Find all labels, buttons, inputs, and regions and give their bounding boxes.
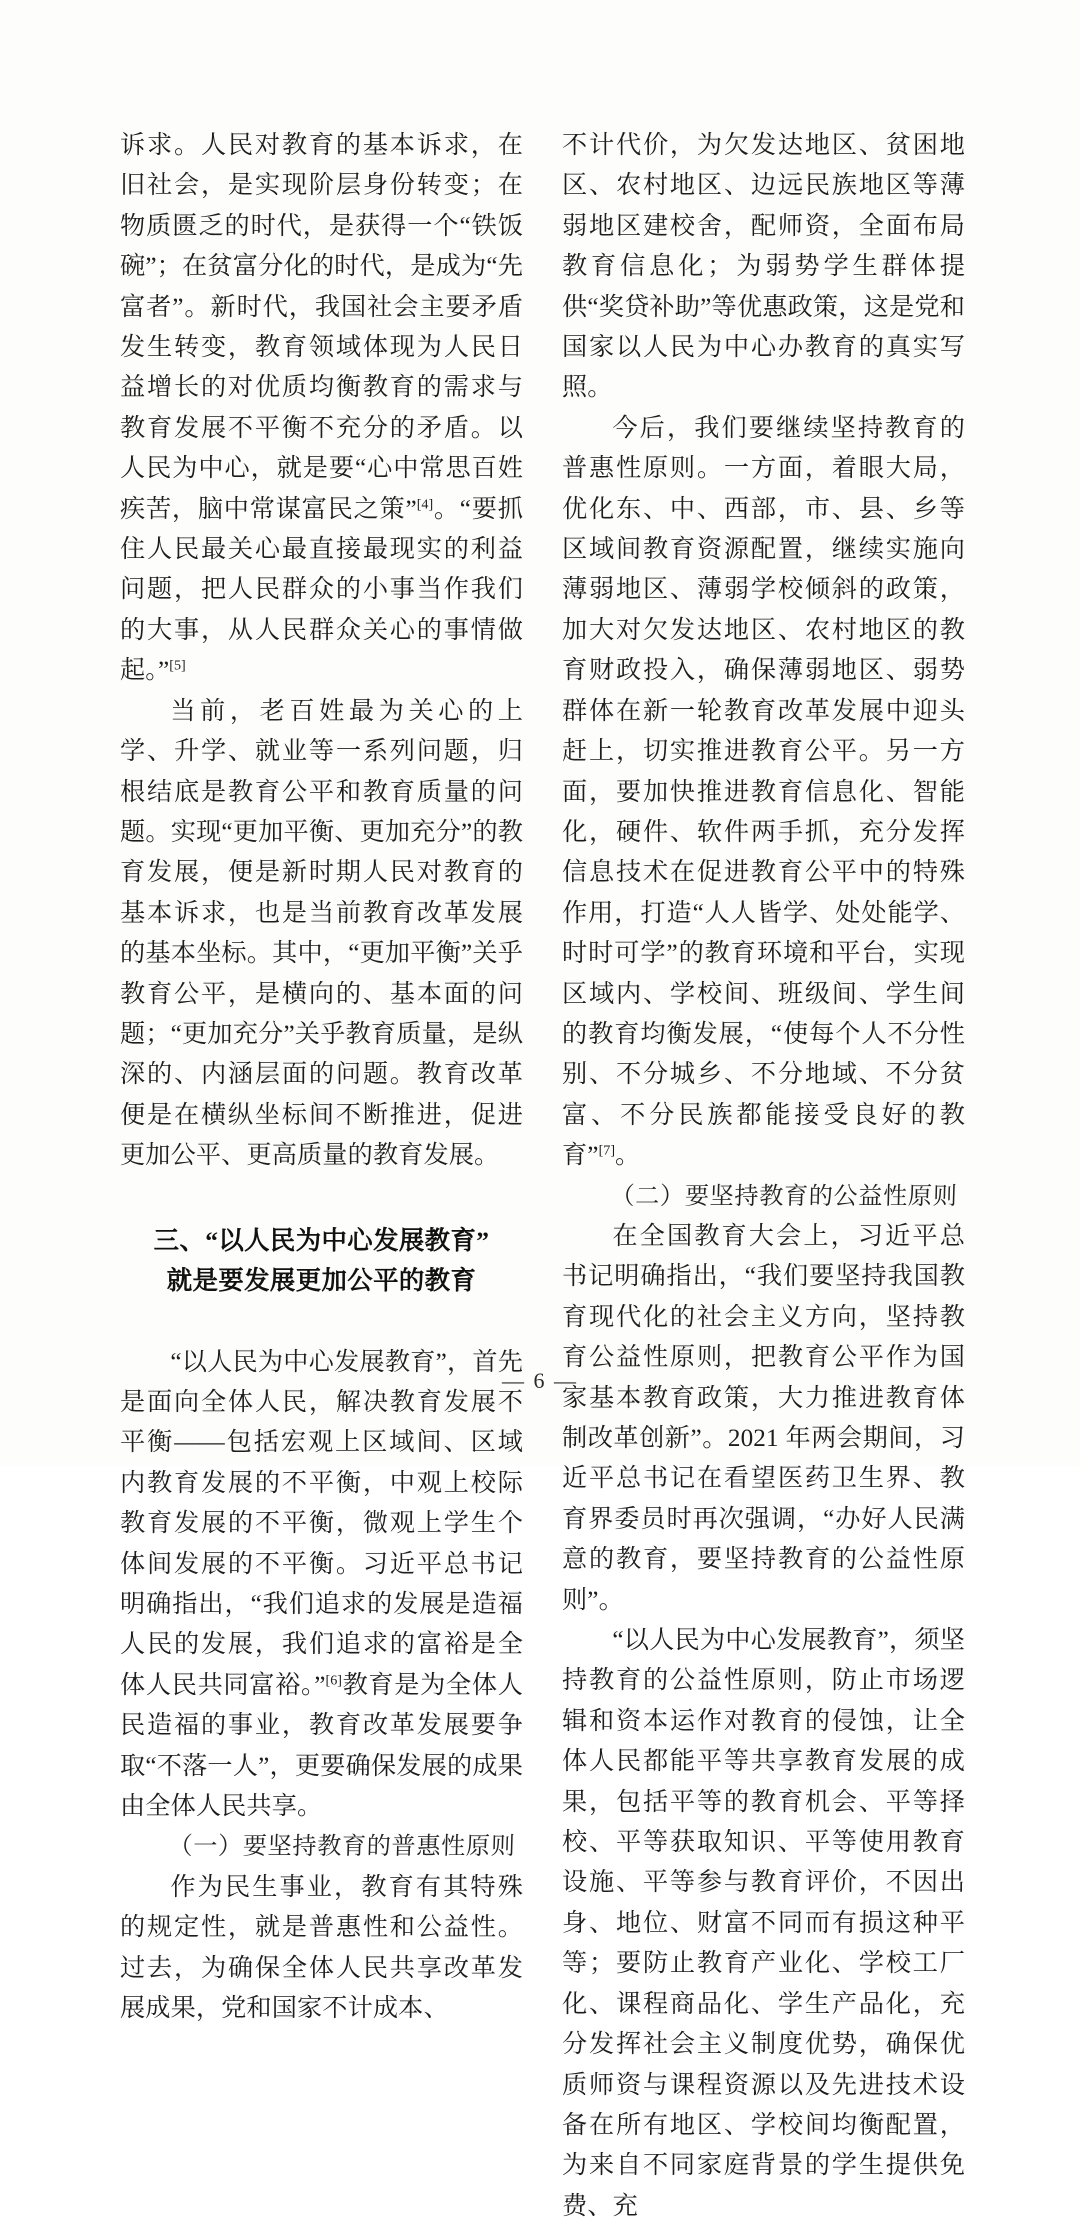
paragraph-text-tail: 。“要抓住人民最关心最直接最现实的利益问题，把人民群众的小事当作我们的大事，从人民群众关心的事情做起。”: [120, 495, 523, 685]
paragraph-current-issues: 当前，老百姓最为关心的上学、升学、就业等一系列问题，归根结底是教育公平和教育质量的问题。实现“更加平衡、更加充分”的教育发展，便是新时期人民对教育的基本诉求，也是当前教育改革发展的基本坐标。其中，“更加平衡”关乎教育公平，是横向的、基本面的问题；“更加充分”关乎教育质量，是纵深的、内涵层面的问题。教育改革便是在横纵坐标间不断推进，促进更加公平、更高质量的教育发展。: [120, 697, 523, 1170]
footnote-marker-6: [6]: [325, 1672, 342, 1689]
paragraph-people-centered: [120, 1343, 523, 1828]
right-text-column: [562, 126, 965, 2220]
two-column-text-body: [120, 126, 965, 2220]
paragraph-continued: [120, 126, 523, 692]
subsection-heading-two: （二）要坚持教育的公益性原则: [610, 1182, 958, 1210]
paragraph-education-conference: 在全国教育大会上，习近平总书记明确指出，“我们要坚持我国教育现代化的社会主义方向，坚持教育公益性原则，把教育公平作为国家基本教育政策，大力推进教育体制改革创新”。2021 年两会期间，习近平总书记在看望医药卫生界、教育界委员时再次强调，“办好人民满意的教育，要坚持教育的公益性原则”。: [562, 1222, 965, 1614]
section-heading: [120, 1221, 523, 1301]
paragraph-text: 诉求。人民对教育的基本诉求，在旧社会，是实现阶层身份转变；在物质匮乏的时代，是获得一个“铁饭碗”；在贫富分化的时代，是成为“先富者”。新时代，我国社会主要矛盾发生转变，教育领域体现为人民日益增长的对优质均衡教育的需求与教育发展不平衡不充分的矛盾。以人民为中心，就是要“心中常思百姓疾苦，脑中常谋富民之策”: [120, 132, 523, 523]
paragraph-text-tail: 教育是为全体人民造福的事业，教育改革发展要争取“不落一人”，更要确保发展的成果由全体人民共享。: [120, 1671, 524, 1821]
section-heading-line-1: 三、“以人民为中心发展教育”: [153, 1226, 490, 1255]
footnote-marker-5: [5]: [169, 657, 186, 674]
left-text-column: [120, 126, 524, 2023]
paragraph-text: “以人民为中心发展教育”，首先是面向全体人民，解决教育发展不平衡——包括宏观上区域间、区域内教育发展的不平衡，中观上校际教育发展的不平衡，微观上学生个体间发展的不平衡。习近平总书记明确指出，“我们追求的发展是造福人民的发展，我们追求的富裕是全体人民共同富裕。”: [120, 1348, 523, 1699]
footnote-marker-4: [4]: [416, 495, 434, 512]
section-heading-line-2: 就是要发展更加公平的教育: [166, 1266, 477, 1295]
footnote-marker-7: [7]: [598, 1142, 616, 1159]
paragraph-text: 今后，我们要继续坚持教育的普惠性原则。一方面，着眼大局，优化东、中、西部，市、县、乡等区域间教育资源配置，继续实施向薄弱地区、薄弱学校倾斜的政策，加大对欠发达地区、农村地区的教育财政投入，确保薄弱地区、弱势群体在新一轮教育改革发展中迎头赶上，切实推进教育公平。另一方面，要加快推进教育信息化、智能化，硬件、软件两手抓，充分发挥信息技术在促进教育公平中的特殊作用，打造“人人皆学、处处能学、时时可学”的教育环境和平台，实现区域内、学校间、班级间、学生间的教育均衡发展，“使每个人不分性别、不分城乡、不分地域、不分贫富、不分民族都能接受良好的教育”: [562, 414, 965, 1170]
page-number: — 6 —: [502, 1368, 578, 1393]
paragraph-public-welfare: “以人民为中心发展教育”，须坚持教育的公益性原则，防止市场逻辑和资本运作对教育的侵蚀，让全体人民都能平等共享教育发展的成果，包括平等的教育机会、平等择校、平等获取知识、平等使用教育设施、平等参与教育评价，不因出身、地位、财富不同而有损这种平等；要防止教育产业化、学校工厂化、课程商品化、学生产品化，充分发挥社会主义制度优势，确保优质师资与课程资源以及先进技术设备在所有地区、学校间均衡配置，为来自不同家庭背景的学生提供免费、充: [562, 1627, 965, 2220]
paragraph-text-tail: 。: [615, 1142, 641, 1170]
paragraph-inclusive-principle: [562, 409, 965, 1177]
paragraph-livelihood: 作为民生事业，教育有其特殊的规定性，就是普惠性和公益性。过去，为确保全体人民共享改革发展成果，党和国家不计成本、: [120, 1873, 523, 2023]
subsection-heading-one: （一）要坚持教育的普惠性原则: [168, 1833, 516, 1861]
paragraph-continued-right: 不计代价，为欠发达地区、贫困地区、农村地区、边远民族地区等薄弱地区建校舍，配师资，全面布局教育信息化；为弱势学生群体提供“奖贷补助”等优惠政策，这是党和国家以人民为中心办教育的真实写照。: [562, 132, 965, 402]
